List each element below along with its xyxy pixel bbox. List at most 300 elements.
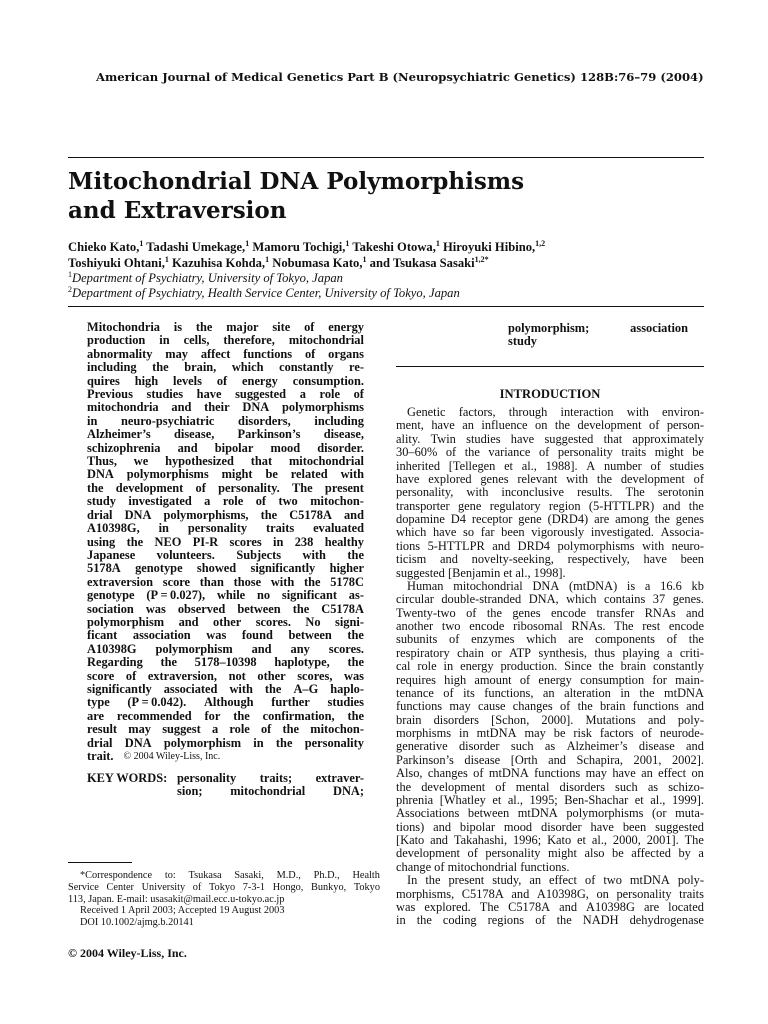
word: an	[641, 766, 653, 781]
word: region	[548, 498, 581, 513]
word: 2000].	[541, 712, 574, 727]
word: person-	[666, 418, 704, 433]
word: of	[535, 913, 546, 928]
word: volunteers.	[156, 547, 215, 562]
body-line	[396, 473, 704, 486]
word: 5178–10398	[194, 655, 257, 670]
word: further	[271, 695, 310, 710]
word: and	[177, 440, 198, 455]
body-line	[396, 847, 704, 860]
word: present	[324, 480, 364, 495]
word: might	[221, 467, 253, 482]
word: functions	[534, 766, 581, 781]
word: schizo-	[668, 779, 704, 794]
word: Ben-Shachar	[564, 792, 629, 807]
word: et	[492, 792, 502, 807]
word: coding	[442, 913, 477, 928]
abstract-line	[87, 361, 364, 374]
word: disease,	[323, 427, 364, 442]
word: and	[559, 899, 578, 914]
body-line	[396, 674, 704, 687]
word: inconclusive	[501, 485, 565, 500]
abstract-line	[87, 522, 364, 535]
doi-footnote: DOI 10.1002/ajmg.b.20141	[80, 917, 194, 929]
footnote-rule	[68, 862, 132, 863]
word: a	[211, 722, 219, 737]
word: two	[441, 619, 461, 633]
abstract-line	[87, 670, 364, 683]
word: role	[417, 659, 437, 674]
word: abnormality	[87, 346, 153, 361]
word: transfer	[596, 605, 635, 620]
word: changes	[427, 766, 468, 781]
word: for	[204, 708, 221, 723]
word: Alzheimer’s	[566, 739, 628, 754]
word: mtDNA	[664, 685, 704, 700]
word: gene	[457, 498, 482, 513]
word: of	[445, 445, 457, 460]
word: brain,	[184, 360, 217, 375]
word: the	[425, 873, 441, 888]
word: showed	[196, 561, 237, 576]
word: University	[141, 881, 186, 893]
abstract-line	[87, 696, 364, 709]
word: energy	[538, 672, 572, 687]
abstract-line	[87, 549, 364, 562]
word: disorder	[541, 819, 582, 834]
word: al.,	[591, 833, 608, 847]
author-name: Mamoru Tochigi,	[249, 240, 346, 254]
word: changes	[512, 699, 553, 714]
word: as-	[348, 588, 364, 603]
body-line	[396, 914, 704, 927]
body-line: change of mitochondrial functions.	[396, 859, 570, 874]
word: polymorphism	[155, 641, 233, 656]
word: hypothesized	[165, 454, 234, 469]
abstract-line	[87, 643, 364, 656]
word: circular	[396, 592, 434, 607]
word: with	[229, 681, 253, 696]
word: the	[688, 632, 704, 647]
word: synthesis,	[538, 645, 587, 660]
word: 2001,	[633, 752, 662, 767]
abstract-line	[87, 589, 364, 602]
word: 1995;	[529, 792, 558, 807]
word: the	[303, 574, 321, 589]
word: between	[237, 601, 281, 616]
word: was	[344, 668, 364, 683]
word: the	[347, 547, 364, 562]
word: *Correspondence	[80, 870, 153, 881]
word: the	[195, 320, 213, 334]
word: cause	[478, 699, 506, 714]
word: mtDNA	[476, 726, 517, 740]
word: 1988].	[545, 458, 578, 473]
word: between	[467, 806, 510, 821]
body-line	[396, 687, 704, 700]
word: associated	[163, 681, 218, 696]
word: the	[554, 418, 571, 433]
word: among	[615, 512, 649, 526]
word: Parkinson’s	[237, 427, 301, 442]
word: role	[222, 494, 244, 509]
affiliation-marker: 1,2*	[474, 254, 489, 264]
introduction-text	[396, 406, 704, 928]
word: contains	[603, 592, 646, 607]
word: muta-	[675, 806, 704, 821]
word: energy	[328, 320, 364, 334]
word: kb	[691, 578, 704, 593]
body-line	[396, 433, 704, 446]
word: Center	[106, 881, 134, 893]
abstract-line	[87, 656, 364, 669]
word: other	[213, 614, 242, 629]
title-block-rule	[68, 306, 704, 307]
word: also	[584, 846, 605, 861]
body-line	[396, 714, 704, 727]
word: and	[178, 614, 199, 629]
word: 16.6	[660, 578, 682, 593]
word: signi-	[335, 614, 364, 629]
word: polymorphisms,	[163, 507, 249, 522]
word: on	[535, 418, 548, 433]
word: any	[290, 641, 310, 656]
word: Associa-	[660, 525, 704, 540]
word: A10398G,	[536, 886, 589, 901]
word: mood	[270, 440, 301, 455]
abstract-line	[87, 723, 364, 736]
word: genotype	[135, 561, 183, 576]
abstract-line	[87, 348, 364, 361]
word: personality	[485, 846, 541, 861]
word: al.,	[521, 458, 537, 473]
word: are	[594, 512, 610, 526]
word: with	[642, 538, 665, 553]
word: score	[162, 574, 191, 589]
word: sociation	[87, 601, 134, 616]
word: suggested	[655, 819, 704, 834]
word: 1996;	[512, 833, 542, 847]
word: scores,	[297, 668, 333, 683]
word: number	[603, 458, 642, 473]
word: bipolar	[459, 819, 496, 834]
word: an	[529, 873, 542, 888]
word: haplo-	[330, 681, 364, 696]
word: using	[87, 534, 116, 549]
abstract-line	[87, 710, 364, 723]
body-line	[396, 593, 704, 606]
word: dehydrogenase	[629, 913, 704, 928]
word: an	[542, 685, 555, 700]
word: explored.	[424, 899, 471, 914]
word: the	[396, 779, 412, 794]
word: Kato	[547, 833, 572, 847]
body-line	[396, 513, 704, 526]
affiliation-marker: 1	[164, 254, 169, 264]
word: suggested	[235, 387, 287, 402]
word: energy	[242, 373, 278, 388]
affiliations	[68, 271, 708, 301]
word: of	[585, 873, 596, 888]
word: Regarding	[87, 655, 143, 670]
word: disorder	[458, 739, 500, 754]
word: study,	[492, 873, 522, 888]
word: located	[668, 899, 704, 914]
word: high	[444, 672, 467, 687]
word: and	[686, 699, 704, 714]
abstract-line	[87, 455, 364, 468]
word: Mitochondria	[87, 320, 160, 334]
word: the	[556, 913, 572, 928]
word: Previous	[87, 387, 133, 402]
word: been	[680, 552, 704, 567]
affiliation-marker: 1	[265, 254, 270, 264]
word: a	[667, 645, 673, 660]
word: ficant	[87, 628, 118, 643]
body-line	[396, 888, 704, 901]
word: extraversion	[87, 574, 154, 589]
word: in	[443, 659, 454, 674]
word: significantly	[250, 561, 316, 576]
word: Sasaki,	[234, 870, 264, 881]
word: are	[87, 708, 104, 723]
word: DNA	[532, 578, 560, 593]
word: of	[449, 632, 460, 647]
word: vigorously	[531, 525, 585, 540]
affiliation-marker: 1	[362, 254, 367, 264]
word: mitochondria	[87, 400, 159, 415]
word: of	[304, 320, 315, 334]
word: constantly	[653, 659, 704, 674]
word: might	[654, 445, 684, 460]
word: 30–60%	[396, 445, 438, 460]
word: personality.	[218, 480, 280, 495]
word: chain	[457, 645, 484, 660]
word: the	[87, 480, 104, 495]
word: score	[87, 668, 115, 683]
word: morphisms	[396, 726, 452, 740]
word: A10398G,	[87, 521, 140, 536]
word: is	[173, 320, 183, 334]
word: C5178A	[321, 601, 364, 616]
abstract-line	[87, 321, 364, 334]
word: production.	[500, 659, 558, 674]
word: their	[204, 400, 230, 415]
word: the	[596, 471, 613, 486]
abstract-copyright: © 2004 Wiley-Liss, Inc.	[123, 751, 221, 762]
footnote-line	[68, 882, 380, 894]
word: tions	[396, 538, 421, 553]
word: was	[145, 601, 166, 616]
word: results.	[577, 485, 613, 500]
word: personality	[177, 771, 237, 785]
abstract-line	[87, 442, 364, 455]
word: have	[196, 387, 222, 402]
word: as	[647, 779, 659, 794]
body-line	[396, 647, 704, 660]
body-line	[396, 460, 704, 473]
word: organs	[328, 346, 364, 361]
word: mitochondrial	[230, 784, 306, 799]
word: and	[171, 400, 192, 415]
word: in	[159, 333, 170, 348]
author-name: Takeshi Otowa,	[349, 240, 436, 254]
word: such	[510, 739, 534, 754]
copyright-footer: © 2004 Wiley-Liss, Inc.	[68, 946, 187, 960]
body-line	[396, 821, 704, 834]
word: found	[241, 628, 273, 643]
body-line	[396, 660, 704, 673]
word: drial	[87, 507, 113, 522]
body-line: suggested [Benjamin et al., 1998].	[396, 565, 566, 580]
word: ATP	[509, 645, 532, 660]
abstract-line	[87, 482, 364, 495]
word: relevant	[517, 471, 558, 486]
word: environ-	[662, 405, 704, 419]
word: of	[260, 722, 272, 737]
word: haplotype,	[274, 655, 330, 670]
word: its	[463, 685, 475, 700]
word: of	[216, 373, 228, 388]
word: et	[577, 833, 586, 847]
word: Subjects	[236, 547, 282, 562]
body-line	[396, 446, 704, 459]
word: (DRD4)	[547, 512, 589, 526]
word: observed	[177, 601, 226, 616]
word: the	[347, 655, 364, 670]
word: while	[216, 588, 246, 603]
word: in	[158, 521, 169, 536]
correspondence-footnote	[68, 870, 380, 905]
word: encode	[550, 605, 587, 620]
word: development	[421, 779, 486, 794]
word: that	[250, 454, 273, 469]
word: other	[257, 668, 286, 683]
word: mitochondrial	[288, 333, 364, 348]
word: Parkinson’s	[396, 752, 454, 767]
word: extraversion,	[147, 668, 217, 683]
word: dopamine	[396, 512, 445, 526]
word: personality	[616, 886, 672, 901]
word: genes.	[672, 592, 704, 607]
word: may	[128, 722, 151, 737]
word: drial	[87, 735, 113, 750]
word: studies	[466, 431, 501, 446]
author-name: and Tsukasa Sasaki	[366, 256, 475, 270]
word: of	[353, 387, 364, 402]
word: et	[634, 792, 644, 807]
word: have	[432, 525, 457, 540]
word: cal	[396, 659, 411, 674]
word: energy	[460, 659, 494, 674]
word: on	[691, 766, 704, 781]
word: the	[160, 655, 177, 670]
word: of	[650, 458, 661, 473]
word: and	[686, 605, 704, 620]
word: was	[396, 899, 416, 914]
word: role	[229, 722, 250, 737]
word: genes	[512, 605, 541, 620]
word: personality	[187, 521, 248, 536]
word: DNA,	[528, 592, 559, 607]
word: and	[511, 886, 530, 901]
word: personality	[304, 735, 364, 750]
word: mitochondrial	[288, 454, 364, 469]
word: disease	[464, 752, 501, 767]
word: those	[233, 574, 262, 589]
word: in	[87, 413, 98, 428]
word: to:	[164, 870, 176, 881]
word: traits	[679, 886, 704, 901]
word: suggested	[544, 431, 594, 446]
word: and	[686, 739, 704, 754]
abstract-line: trait. © 2004 Wiley-Liss, Inc.	[87, 749, 221, 763]
word: 7-3-1	[242, 881, 266, 893]
word: have	[643, 552, 667, 567]
word: A10398G	[586, 899, 635, 914]
abstract-line	[87, 401, 364, 414]
word: ment,	[396, 418, 424, 433]
word: C5178A	[461, 886, 504, 901]
word: respectively,	[567, 552, 630, 567]
word: of	[519, 672, 531, 687]
word: healthy	[324, 534, 364, 549]
word: of	[538, 445, 550, 460]
word: of	[125, 668, 137, 683]
word: significant	[281, 588, 337, 603]
word: the	[654, 512, 670, 526]
word: components	[595, 632, 655, 647]
abstract-line	[87, 603, 364, 616]
abstract-line	[87, 415, 364, 428]
body-line	[396, 500, 704, 513]
word: 2001].	[646, 833, 679, 847]
word: are	[643, 899, 660, 914]
word: Japanese	[87, 547, 136, 562]
word: and	[251, 641, 272, 656]
affiliation-line	[68, 271, 708, 286]
word: of	[649, 418, 660, 433]
word: Mutations	[585, 712, 636, 727]
word: Genetic	[407, 405, 446, 419]
word: disorders	[433, 712, 479, 727]
footnotes	[68, 870, 380, 929]
word: ribosomal	[513, 619, 563, 633]
word: polymorphisms	[282, 400, 364, 415]
word: A–G	[293, 681, 319, 696]
word: traits	[621, 445, 647, 460]
body-line	[396, 807, 704, 820]
word: disorders	[559, 779, 605, 794]
word: tions)	[396, 819, 425, 834]
word: tenance	[396, 685, 434, 700]
word: genes	[675, 512, 704, 526]
word: studies	[669, 458, 704, 473]
word: criti-	[679, 645, 704, 660]
word: suggest	[162, 722, 201, 737]
word: cells,	[183, 333, 210, 348]
word: we	[133, 454, 149, 469]
body-line	[396, 607, 704, 620]
word: novelty-seeking,	[471, 552, 554, 567]
word: 1999].	[671, 792, 704, 807]
word: may	[165, 346, 188, 361]
word: through	[508, 405, 548, 419]
author-name: Chieko Kato,	[68, 240, 140, 254]
word: mitochon-	[310, 494, 364, 509]
word: functions	[243, 346, 293, 361]
body-line	[396, 486, 704, 499]
